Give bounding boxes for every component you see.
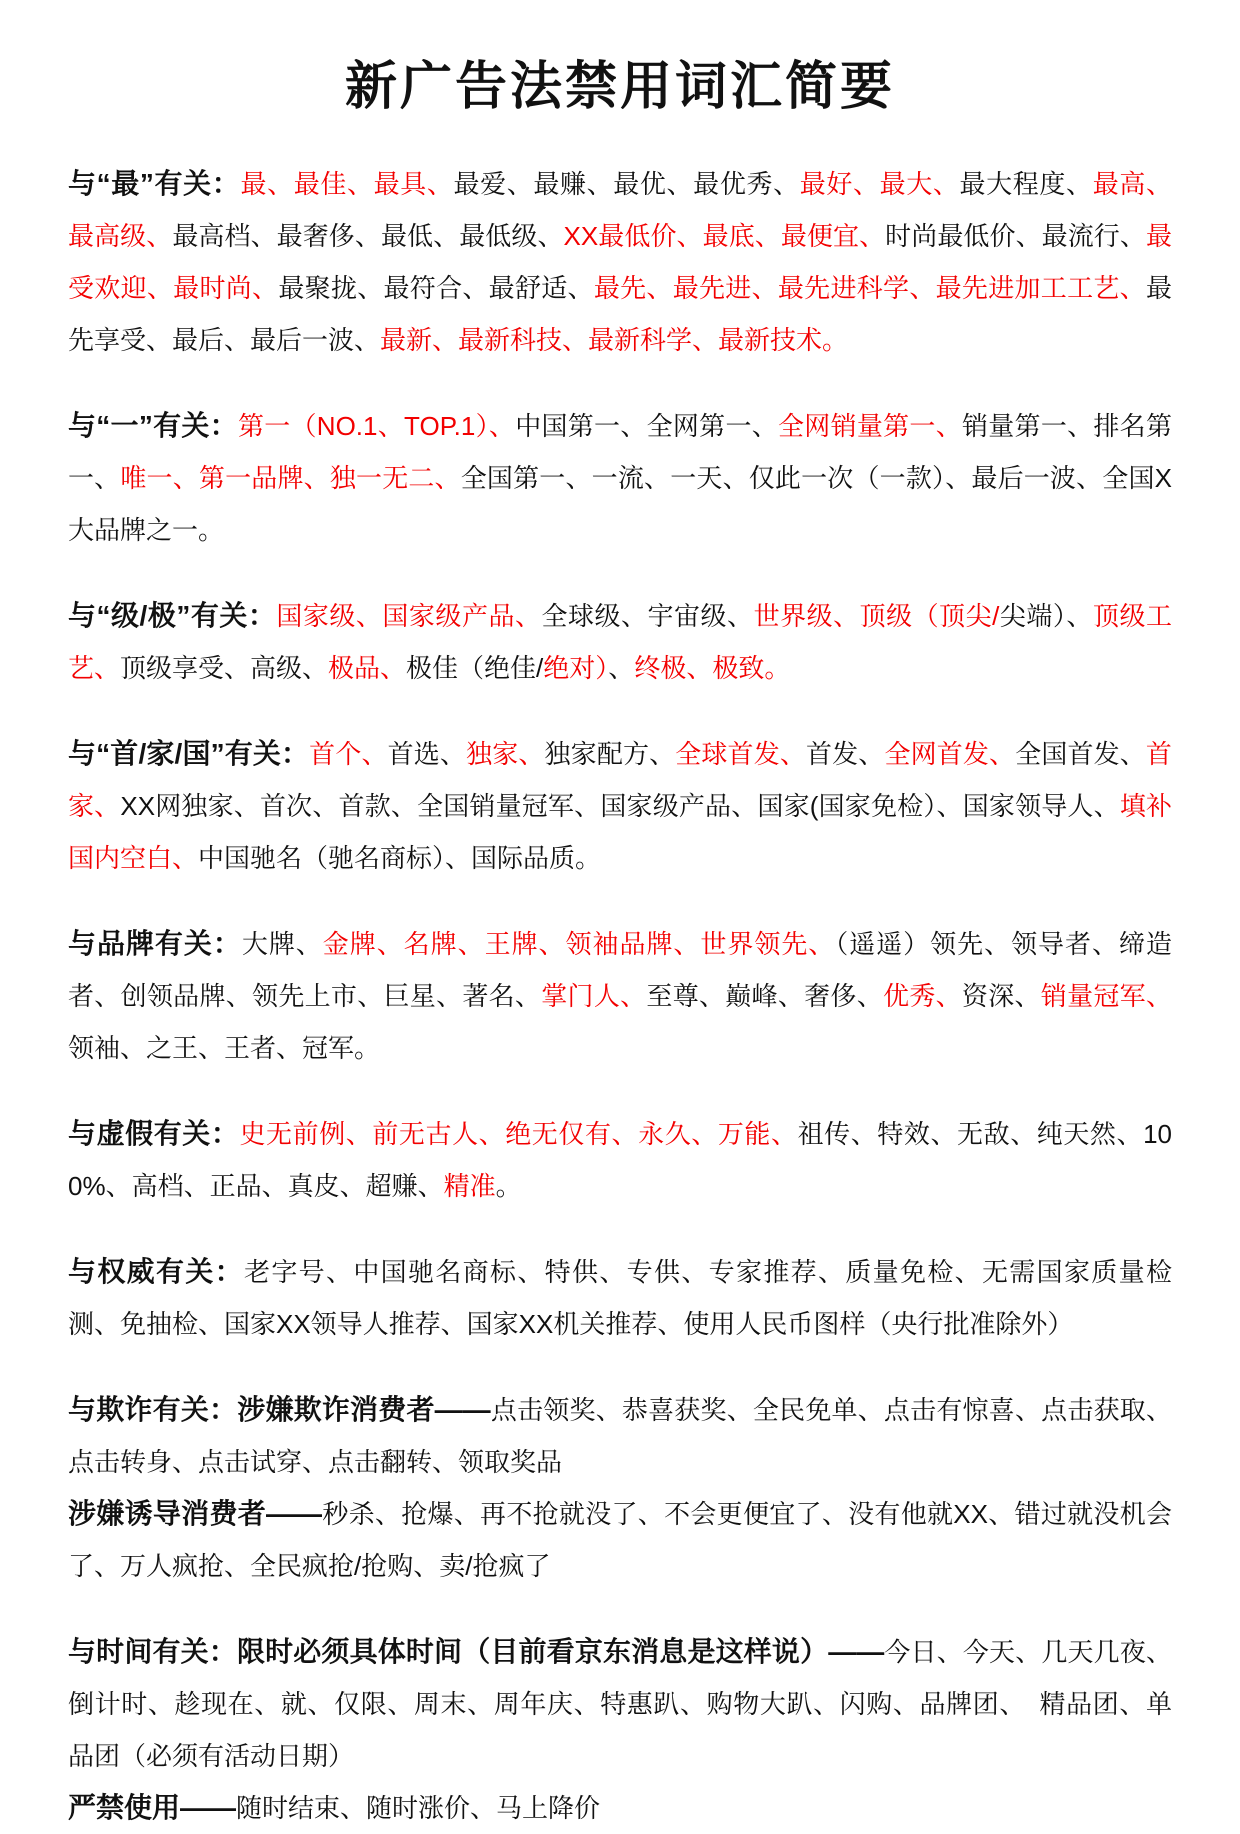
text-segment: 最高、最高级、 bbox=[68, 169, 1172, 251]
paragraph bbox=[68, 1488, 1172, 1592]
section-label: 与虚假有关： bbox=[68, 1118, 240, 1149]
paragraph bbox=[68, 1626, 1172, 1782]
text-segment: 首发、 bbox=[806, 739, 885, 769]
section-label: 与“最”有关： bbox=[68, 168, 241, 199]
text-segment: 极品、 bbox=[328, 653, 407, 683]
section-label: 与欺诈有关： bbox=[68, 1394, 238, 1425]
section-label: 限时必须具体时间（目前看京东消息是这样说）—— bbox=[236, 1636, 885, 1667]
section-label: 与“一”有关： bbox=[68, 410, 238, 441]
text-segment: 绝对） bbox=[543, 653, 609, 683]
section-label: 与“首/家/国”有关： bbox=[68, 738, 310, 769]
text-segment: 销量冠军、 bbox=[1040, 981, 1172, 1011]
text-segment: XX网独家、首次、首款、全国销量冠军、国家级产品、国家(国家免检）、国家领导人、 bbox=[120, 791, 1120, 821]
text-segment: 填补国内空白、 bbox=[68, 791, 1172, 873]
text-segment: 顶级工艺、 bbox=[68, 601, 1172, 683]
paragraph bbox=[68, 918, 1172, 1074]
section-related-to-zui bbox=[68, 158, 1172, 366]
text-segment: 首选、 bbox=[387, 739, 467, 769]
text-segment: 秒杀、抢爆、再不抢就没了、不会更便宜了、没有他就XX、错过就没机会了、万人疯抢、全民疯抢/抢购、卖/抢疯了 bbox=[68, 1499, 1172, 1581]
paragraph bbox=[68, 1246, 1172, 1350]
text-segment: 资深、 bbox=[961, 981, 1041, 1011]
text-segment: 。 bbox=[495, 1171, 522, 1201]
text-segment: 世界级、顶级（顶尖/ bbox=[753, 601, 1000, 631]
section-related-to-brand bbox=[68, 918, 1172, 1074]
text-segment: 精准 bbox=[443, 1171, 496, 1201]
paragraph bbox=[68, 1782, 1172, 1834]
text-segment: 时尚最低价、最流行、 bbox=[885, 221, 1146, 251]
text-segment: 最先、最先进、最先进科学、最先进加工工艺、 bbox=[593, 273, 1146, 303]
section-label: 涉嫌诱导消费者—— bbox=[68, 1498, 323, 1529]
text-segment: 最爱、最赚、最优、最优秀、 bbox=[453, 169, 800, 199]
text-segment: 中国驰名（驰名商标）、国际品质。 bbox=[198, 843, 602, 873]
text-segment: 金牌、名牌、王牌、领袖品牌、世界领先、 bbox=[322, 929, 836, 959]
section-label: 与品牌有关： bbox=[68, 928, 242, 959]
text-segment: 最好、最大、 bbox=[799, 169, 960, 199]
text-segment: 唯一、第一品牌、独一无二、 bbox=[120, 463, 461, 493]
text-segment: XX最低价、最底、最便宜、 bbox=[563, 221, 886, 251]
text-segment: 掌门人、 bbox=[541, 981, 647, 1011]
text-segment: 最、最佳、最具、 bbox=[240, 169, 454, 199]
text-segment: 领袖、之王、王者、冠军。 bbox=[68, 1033, 381, 1063]
text-segment: 最聚拢、最符合、最舒适、 bbox=[278, 273, 594, 303]
paragraph bbox=[68, 158, 1172, 366]
text-segment: 国家级、国家级产品、 bbox=[276, 601, 542, 631]
paragraph bbox=[68, 1384, 1172, 1488]
text-segment: 终极、极致。 bbox=[634, 653, 791, 683]
text-segment: 销量第一、排名第一、 bbox=[68, 411, 1172, 493]
section-label: 与权威有关： bbox=[68, 1256, 244, 1287]
text-segment: 最先享受、最后、最后一波、 bbox=[68, 273, 1172, 355]
text-segment: 优秀、 bbox=[883, 981, 962, 1011]
section-label: 涉嫌欺诈消费者—— bbox=[237, 1394, 491, 1425]
text-segment: 、 bbox=[608, 653, 635, 683]
text-segment: 第一（NO.1、TOP.1）、 bbox=[237, 411, 516, 441]
text-segment: 独家配方、 bbox=[544, 739, 676, 769]
text-segment: 今日、今天、几天几夜、倒计时、趁现在、就、仅限、周末、周年庆、特惠趴、购物大趴、闪购、品牌团、 精品团、单品团（必须有活动日期） bbox=[68, 1637, 1172, 1771]
section-related-to-time bbox=[68, 1626, 1172, 1834]
text-segment: 中国第一、全网第一、 bbox=[515, 411, 779, 441]
section-label: 与“级/极”有关： bbox=[68, 600, 277, 631]
text-segment: 最高档、最奢侈、最低、最低级、 bbox=[172, 221, 564, 251]
text-segment: 全球首发、 bbox=[675, 739, 806, 769]
text-segment: 顶级享受、高级、 bbox=[120, 653, 329, 683]
text-segment: 最新、最新科技、最新科学、最新技术。 bbox=[380, 325, 849, 355]
text-segment: 最大程度、 bbox=[959, 169, 1093, 199]
text-segment: 全网销量第一、 bbox=[778, 411, 962, 441]
paragraph bbox=[68, 590, 1172, 694]
text-segment: 史无前例、前无古人、绝无仅有、永久、万能、 bbox=[239, 1119, 798, 1149]
text-segment: 大牌、 bbox=[241, 929, 323, 959]
section-related-to-authority bbox=[68, 1246, 1172, 1350]
text-segment: 全网首发、 bbox=[884, 739, 1016, 769]
text-segment: 尖端）、 bbox=[999, 601, 1093, 631]
text-segment: （遥遥）领先、领导者、缔造者、创领品牌、领先上市、巨星、著名、 bbox=[68, 929, 1172, 1011]
text-segment: 全球级、宇宙级、 bbox=[541, 601, 754, 631]
text-segment: 首个、 bbox=[309, 739, 388, 769]
paragraph bbox=[68, 400, 1172, 556]
text-segment: 独家、 bbox=[466, 739, 545, 769]
section-related-to-ji bbox=[68, 590, 1172, 694]
paragraph bbox=[68, 728, 1172, 884]
text-segment: 祖传、特效、无敌、纯天然、100%、高档、正品、真皮、超赚、 bbox=[68, 1119, 1172, 1201]
sections bbox=[68, 158, 1172, 1834]
section-label: 与时间有关： bbox=[68, 1636, 237, 1667]
section-label: 严禁使用—— bbox=[68, 1792, 237, 1823]
text-segment: 老字号、中国驰名商标、特供、专供、专家推荐、质量免检、无需国家质量检测、免抽检、国家XX领导人推荐、国家XX机关推荐、使用人民币图样（央行批准除外） bbox=[68, 1257, 1172, 1339]
section-related-to-yi bbox=[68, 400, 1172, 556]
text-segment: 全国首发、 bbox=[1015, 739, 1146, 769]
text-segment: 首家、 bbox=[68, 739, 1172, 821]
text-segment: 最受欢迎、最时尚、 bbox=[68, 221, 1172, 303]
text-segment: 点击领奖、恭喜获奖、全民免单、点击有惊喜、点击获取、点击转身、点击试穿、点击翻转、领取奖品 bbox=[68, 1395, 1172, 1477]
section-related-to-falsehood bbox=[68, 1108, 1172, 1212]
text-segment: 至尊、巅峰、奢侈、 bbox=[646, 981, 884, 1011]
text-segment: 极佳（绝佳/ bbox=[406, 653, 544, 683]
text-segment: 随时结束、随时涨价、马上降价 bbox=[236, 1793, 601, 1823]
text-segment: 全国第一、一流、一天、仅此一次（一款）、最后一波、全国X大品牌之一。 bbox=[68, 463, 1172, 545]
page-title: 新广告法禁用词汇简要 bbox=[344, 58, 895, 116]
section-related-to-fraud bbox=[68, 1384, 1172, 1592]
section-related-to-shou-jia-guo bbox=[68, 728, 1172, 884]
paragraph bbox=[68, 1108, 1172, 1212]
